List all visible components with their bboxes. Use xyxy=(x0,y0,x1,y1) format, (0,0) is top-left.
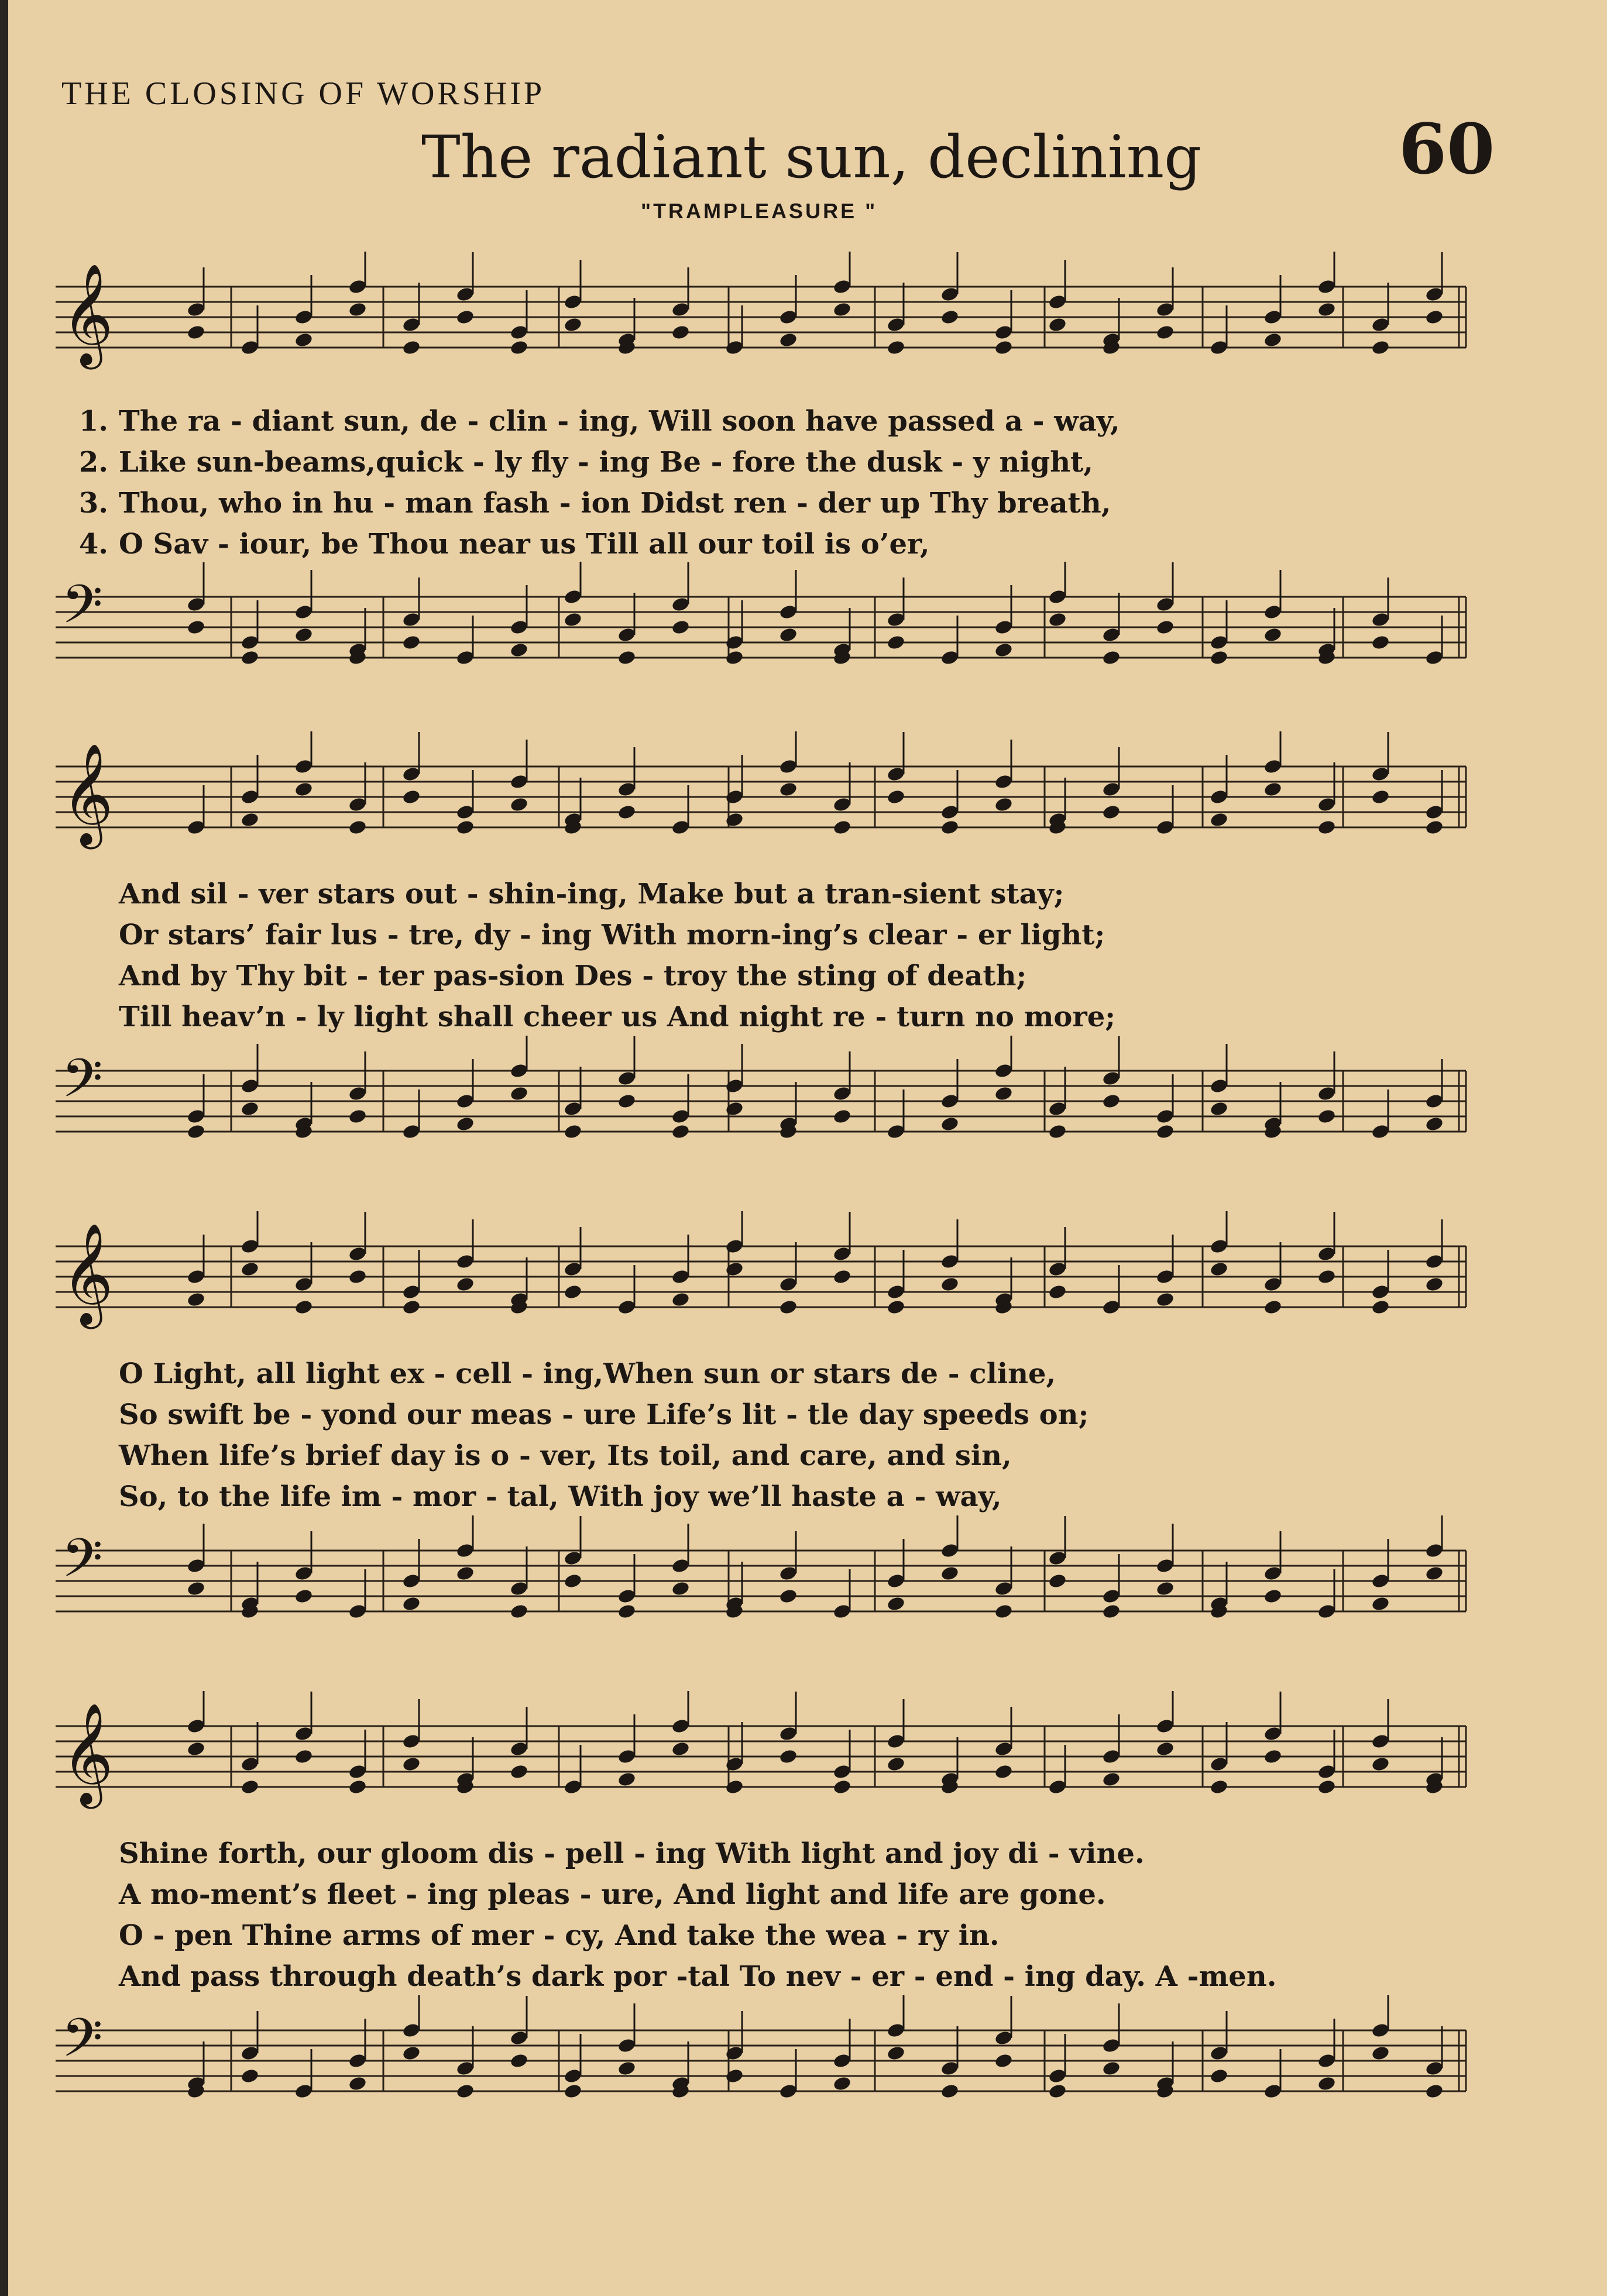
note-head xyxy=(509,2053,528,2069)
note-head xyxy=(509,796,528,813)
note-head xyxy=(1048,1284,1067,1300)
note-head xyxy=(671,1123,690,1140)
note-head xyxy=(1371,789,1390,805)
note-head xyxy=(940,309,959,325)
note-head xyxy=(671,324,690,341)
note-head xyxy=(994,1085,1013,1102)
note-head xyxy=(994,1603,1013,1620)
verse-number: 2. xyxy=(78,446,108,479)
bass-staff xyxy=(56,1995,1472,2130)
note-head xyxy=(671,1580,690,1597)
lyric-line-verse-4 xyxy=(56,1480,1002,1515)
note-head xyxy=(186,324,205,341)
note-head xyxy=(240,649,259,666)
bass-clef-icon: 𝄢 xyxy=(61,1527,103,1602)
treble-staff xyxy=(56,1691,1472,1826)
note-head xyxy=(401,634,421,651)
note-head xyxy=(1155,1741,1175,1757)
note-head xyxy=(1371,1596,1390,1612)
note-head xyxy=(1101,2060,1121,2077)
note-head xyxy=(348,1269,367,1285)
note-head xyxy=(724,812,744,828)
lyric-text: Thou, who in hu - man fash - ion Didst ren - der up Thy breath, xyxy=(119,487,1111,520)
verse-number: 4. xyxy=(78,528,108,561)
note-head xyxy=(832,2075,851,2092)
note-head xyxy=(1048,1123,1067,1140)
lyric-line-verse-3 xyxy=(56,1439,1012,1474)
treble-clef-icon: 𝄞 xyxy=(61,263,114,365)
note-head xyxy=(671,1291,690,1308)
note-head xyxy=(240,1261,259,1277)
note-head xyxy=(1263,332,1282,348)
lyric-text: And sil - ver stars out - shin-ing, Make but a tran-sient stay; xyxy=(119,878,1065,910)
lyric-line-verse-4 xyxy=(56,1960,1276,1995)
note-head xyxy=(994,339,1013,356)
note-head xyxy=(455,819,475,836)
note-head xyxy=(778,1588,798,1604)
note-head xyxy=(778,332,798,348)
note-head xyxy=(1424,1565,1444,1582)
lyric-text: O - pen Thine arms of mer - cy, And take the wea - ry in. xyxy=(119,1919,1000,1952)
lyric-line-verse-3 xyxy=(56,960,1026,995)
note-head xyxy=(724,1261,744,1277)
lyric-text: Till heav’n - ly light shall cheer us And night re - turn no more; xyxy=(119,1001,1115,1033)
note-head xyxy=(1209,1261,1228,1277)
note-head xyxy=(186,1123,205,1140)
note-head xyxy=(1424,2083,1444,2099)
note-head xyxy=(401,789,421,805)
note-head xyxy=(401,1596,421,1612)
note-head xyxy=(1209,2068,1228,2084)
tune-name: "TRAMPLEASURE " xyxy=(641,199,878,223)
note-head xyxy=(1317,1269,1336,1285)
note-head xyxy=(671,619,690,635)
bass-staff xyxy=(56,1515,1472,1650)
lyric-text: When life’s brief day is o - ver, Its toil, and care, and sin, xyxy=(119,1439,1012,1472)
note-head xyxy=(563,1284,582,1300)
note-head xyxy=(240,1101,259,1117)
lyric-text: Like sun-beams,quick - ly fly - ing Be - fore the dusk - y night, xyxy=(119,446,1093,479)
treble-staff xyxy=(56,1211,1472,1346)
lyric-text: The ra - diant sun, de - clin - ing, Will soon have passed a - way, xyxy=(119,405,1120,438)
note-head xyxy=(294,332,313,348)
note-head xyxy=(401,339,421,356)
treble-clef-icon: 𝄞 xyxy=(61,743,114,845)
lyric-line-verse-2 xyxy=(56,1878,1106,1913)
note-head xyxy=(617,2060,636,2077)
treble-staff xyxy=(56,731,1472,866)
note-head xyxy=(240,2068,259,2084)
lyric-text: Or stars’ fair lus - tre, dy - ing With morn-ing’s clear - er light; xyxy=(119,919,1105,951)
note-head xyxy=(1317,1108,1336,1125)
note-head xyxy=(509,1085,528,1102)
lyric-line-verse-2 xyxy=(56,919,1105,954)
note-head xyxy=(1263,1748,1282,1765)
note-head xyxy=(1263,1299,1282,1315)
verse-number: 1. xyxy=(78,405,108,438)
note-head xyxy=(1424,309,1444,325)
note-head xyxy=(1048,317,1067,333)
note-head xyxy=(940,1116,959,1132)
note-head xyxy=(348,1108,367,1125)
note-head xyxy=(1424,819,1444,836)
note-head xyxy=(509,339,528,356)
note-head xyxy=(294,781,313,798)
note-head xyxy=(886,634,905,651)
note-head xyxy=(401,1756,421,1772)
note-head xyxy=(617,1603,636,1620)
note-head xyxy=(1263,627,1282,643)
note-head xyxy=(348,301,367,318)
note-head xyxy=(617,804,636,820)
note-head xyxy=(186,619,205,635)
note-head xyxy=(1155,1123,1175,1140)
bass-clef-icon: 𝄢 xyxy=(61,2007,103,2082)
note-head xyxy=(1101,649,1121,666)
note-head xyxy=(832,1269,851,1285)
note-head xyxy=(455,2083,475,2099)
note-head xyxy=(1101,804,1121,820)
note-head xyxy=(401,1299,421,1315)
note-head xyxy=(563,611,582,628)
note-head xyxy=(1155,1580,1175,1597)
note-head xyxy=(724,1101,744,1117)
lyric-line-verse-1 xyxy=(56,1837,1145,1872)
note-head xyxy=(294,627,313,643)
lyric-text: So, to the life im - mor - tal, With joy we’ll haste a - way, xyxy=(119,1480,1002,1513)
note-head xyxy=(563,317,582,333)
note-head xyxy=(1317,1779,1336,1795)
note-head xyxy=(940,2083,959,2099)
note-head xyxy=(994,642,1013,658)
bass-clef-icon: 𝄢 xyxy=(61,573,103,648)
note-head xyxy=(1209,649,1228,666)
note-head xyxy=(294,1588,313,1604)
note-head xyxy=(348,819,367,836)
verse-number: 3. xyxy=(78,487,108,520)
note-head xyxy=(832,1779,851,1795)
note-head xyxy=(186,1291,205,1308)
note-head xyxy=(671,1741,690,1757)
note-head xyxy=(1048,1573,1067,1589)
note-head xyxy=(1424,1276,1444,1293)
note-head xyxy=(240,812,259,828)
treble-clef-icon: 𝄞 xyxy=(61,1223,114,1325)
note-head xyxy=(940,819,959,836)
note-head xyxy=(994,796,1013,813)
note-head xyxy=(886,1299,905,1315)
note-head xyxy=(1317,301,1336,318)
note-head xyxy=(455,1276,475,1293)
hymn-number: 60 xyxy=(1399,108,1495,190)
note-head xyxy=(1371,634,1390,651)
note-head xyxy=(724,2068,744,2084)
bass-clef-icon: 𝄢 xyxy=(61,1047,103,1122)
treble-staff xyxy=(56,252,1472,386)
note-head xyxy=(832,1108,851,1125)
note-head xyxy=(940,1565,959,1582)
note-head xyxy=(1048,611,1067,628)
note-head xyxy=(724,649,744,666)
note-head xyxy=(886,2045,905,2061)
lyric-line-verse-4 xyxy=(56,528,930,563)
note-head xyxy=(294,1748,313,1765)
note-head xyxy=(1371,1756,1390,1772)
note-head xyxy=(294,1299,313,1315)
note-head xyxy=(832,301,851,318)
note-head xyxy=(509,1603,528,1620)
lyric-text: A mo-ment’s fleet - ing pleas - ure, And light and life are gone. xyxy=(119,1878,1106,1911)
lyric-line-verse-3 xyxy=(56,1919,1000,1954)
bass-staff xyxy=(56,1036,1472,1170)
note-head xyxy=(832,819,851,836)
lyric-text: And pass through death’s dark por -tal To nev - er - end - ing day. A -men. xyxy=(119,1960,1277,1993)
note-head xyxy=(778,1748,798,1765)
note-head xyxy=(1317,819,1336,836)
note-head xyxy=(1155,324,1175,341)
lyric-line-verse-1 xyxy=(56,878,1064,913)
lyric-line-verse-2 xyxy=(56,446,1093,481)
note-head xyxy=(617,1093,636,1109)
note-head xyxy=(348,1779,367,1795)
note-head xyxy=(886,1756,905,1772)
note-head xyxy=(1155,1291,1175,1308)
note-head xyxy=(455,309,475,325)
note-head xyxy=(1371,2045,1390,2061)
lyric-line-verse-2 xyxy=(56,1398,1088,1434)
lyric-text: O Sav - iour, be Thou near us Till all our toil is o’er, xyxy=(119,528,930,561)
note-head xyxy=(1209,1779,1228,1795)
note-head xyxy=(1209,812,1228,828)
note-head xyxy=(563,2083,582,2099)
note-head xyxy=(348,2075,367,2092)
note-head xyxy=(563,1573,582,1589)
lyric-line-verse-4 xyxy=(56,1001,1115,1036)
note-head xyxy=(1424,1116,1444,1132)
note-head xyxy=(1263,1588,1282,1604)
lyric-line-verse-1 xyxy=(56,1357,1056,1393)
lyric-text: O Light, all light ex - cell - ing,When sun or stars de - cline, xyxy=(119,1357,1056,1390)
note-head xyxy=(509,642,528,658)
note-head xyxy=(1155,619,1175,635)
lyric-text: Shine forth, our gloom dis - pell - ing With light and joy di - vine. xyxy=(119,1837,1145,1870)
note-head xyxy=(886,1596,905,1612)
note-head xyxy=(994,2053,1013,2069)
note-head xyxy=(1101,1771,1121,1788)
note-head xyxy=(1209,1101,1228,1117)
note-head xyxy=(455,1565,475,1582)
lyric-line-verse-3 xyxy=(56,487,1111,522)
note-head xyxy=(778,627,798,643)
note-head xyxy=(886,339,905,356)
page-binding-edge xyxy=(0,0,8,2296)
note-head xyxy=(1101,1093,1121,1109)
note-head xyxy=(1371,339,1390,356)
section-heading: THE CLOSING OF WORSHIP xyxy=(61,75,545,112)
note-head xyxy=(994,1764,1013,1780)
note-head xyxy=(186,1580,205,1597)
note-head xyxy=(778,781,798,798)
note-head xyxy=(240,1779,259,1795)
note-head xyxy=(1048,2083,1067,2099)
note-head xyxy=(186,1741,205,1757)
note-head xyxy=(1317,2075,1336,2092)
note-head xyxy=(563,1123,582,1140)
note-head xyxy=(617,1771,636,1788)
note-head xyxy=(886,789,905,805)
note-head xyxy=(401,2045,421,2061)
treble-clef-icon: 𝄞 xyxy=(61,1703,114,1805)
hymn-title: The radiant sun, declining xyxy=(421,123,1202,191)
note-head xyxy=(455,1116,475,1132)
note-head xyxy=(940,1276,959,1293)
note-head xyxy=(1101,1603,1121,1620)
note-head xyxy=(724,1779,744,1795)
note-head xyxy=(1371,1299,1390,1315)
note-head xyxy=(778,1299,798,1315)
note-head xyxy=(1263,781,1282,798)
note-head xyxy=(617,649,636,666)
lyric-text: So swift be - yond our meas - ure Life’s lit - tle day speeds on; xyxy=(119,1398,1089,1431)
bass-staff xyxy=(56,562,1472,696)
lyric-line-verse-1 xyxy=(56,405,1120,440)
note-head xyxy=(509,1764,528,1780)
lyric-text: And by Thy bit - ter pas-sion Des - troy the sting of death; xyxy=(119,960,1027,992)
